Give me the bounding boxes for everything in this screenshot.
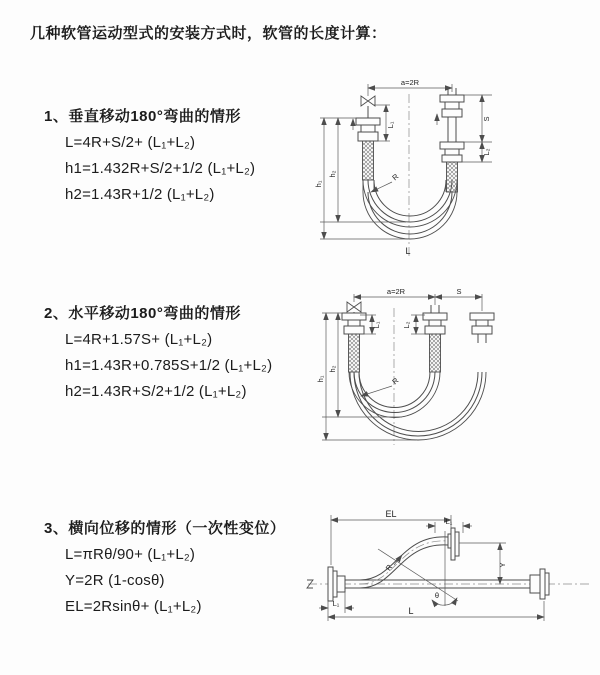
dim-label-l2: L₂ (482, 148, 491, 156)
section-vertical-movement (44, 107, 255, 205)
radius-leader (361, 376, 401, 396)
valve-icon (361, 96, 375, 118)
diagram-horizontal-180-bend (312, 283, 600, 463)
dim-label-h1: h₁ (316, 375, 325, 383)
dim-label-h2: h₂ (328, 170, 337, 178)
section-3-heading: 3、横向位移的情形（一次性变位） (44, 520, 286, 537)
right-flange-and-braid (440, 88, 464, 192)
valve-icon (347, 302, 361, 313)
right-flange (470, 313, 494, 343)
section-2-heading: 2、水平移动180°弯曲的情形 (44, 305, 241, 322)
radius-label: R (390, 171, 401, 183)
dim-label-s: S (482, 116, 491, 122)
formula-line: h2=1.43R+1/2 (L₁+L₂) (65, 186, 215, 203)
dim-label-y: Y (498, 562, 507, 568)
dim-label-a2r: a=2R (386, 287, 406, 296)
dim-label-el: EL (385, 509, 397, 519)
dimension-h1-h2 (316, 313, 416, 440)
dim-label-h2: h₂ (328, 365, 337, 373)
dimension-l (328, 601, 544, 621)
dim-label-l2: L₂ (402, 321, 411, 329)
dim-label-l: L (408, 606, 414, 616)
dim-label-l1-left: L₁ (332, 599, 340, 608)
length-label: L (405, 246, 411, 256)
formula-line: h2=1.43R+S/2+1/2 (L₁+L₂) (65, 383, 247, 400)
left-flange-and-braid (356, 118, 380, 180)
dimension-a-2r (368, 78, 452, 96)
radius-label: R (390, 375, 401, 387)
hose-u-bends (349, 372, 486, 440)
formula-line: Y=2R (1-cosθ) (65, 572, 165, 589)
dim-label-l1: L₁ (386, 121, 395, 129)
section-horizontal-movement (44, 304, 272, 402)
formula-line: L=πRθ/90+ (L₁+L₂) (65, 546, 196, 563)
middle-flange-and-braid (423, 305, 447, 372)
formula-line: h1=1.43R+0.785S+1/2 (L₁+L₂) (65, 357, 273, 374)
diagram-lateral-displacement (298, 503, 600, 648)
dim-label-l1: L₁ (372, 321, 381, 329)
formula-line: L=4R+S/2+ (L₁+L₂) (65, 134, 196, 151)
dim-label-s: S (456, 287, 462, 296)
formula-line: EL=2Rsinθ+ (L₁+L₂) (65, 598, 202, 615)
dimension-l2-middle (402, 315, 425, 334)
dim-label-h1: h₁ (314, 180, 323, 188)
radius-label: R (383, 562, 395, 573)
dimension-y (459, 543, 507, 584)
diagram-vertical-180-bend (312, 72, 600, 262)
formula-line: L=4R+1.57S+ (L₁+L₂) (65, 331, 213, 348)
dim-label-a2r: a=2R (400, 78, 420, 87)
dimension-el (331, 509, 451, 565)
section-1-heading: 1、垂直移动180°弯曲的情形 (44, 108, 241, 125)
dim-label-l1-top: L₁ (445, 517, 453, 526)
left-flange-and-braid (342, 313, 366, 372)
dimension-a-2r-and-s (354, 287, 482, 311)
section-lateral-displacement (44, 519, 285, 617)
dimension-l1-top (426, 517, 472, 533)
dimension-s-l2-right (458, 95, 492, 162)
theta-label: θ (434, 591, 440, 600)
page-title: 几种软管运动型式的安装方式时，软管的长度计算： (30, 25, 387, 42)
formula-line: h1=1.432R+S/2+1/2 (L₁+L₂) (65, 160, 256, 177)
upper-flange (448, 528, 459, 560)
